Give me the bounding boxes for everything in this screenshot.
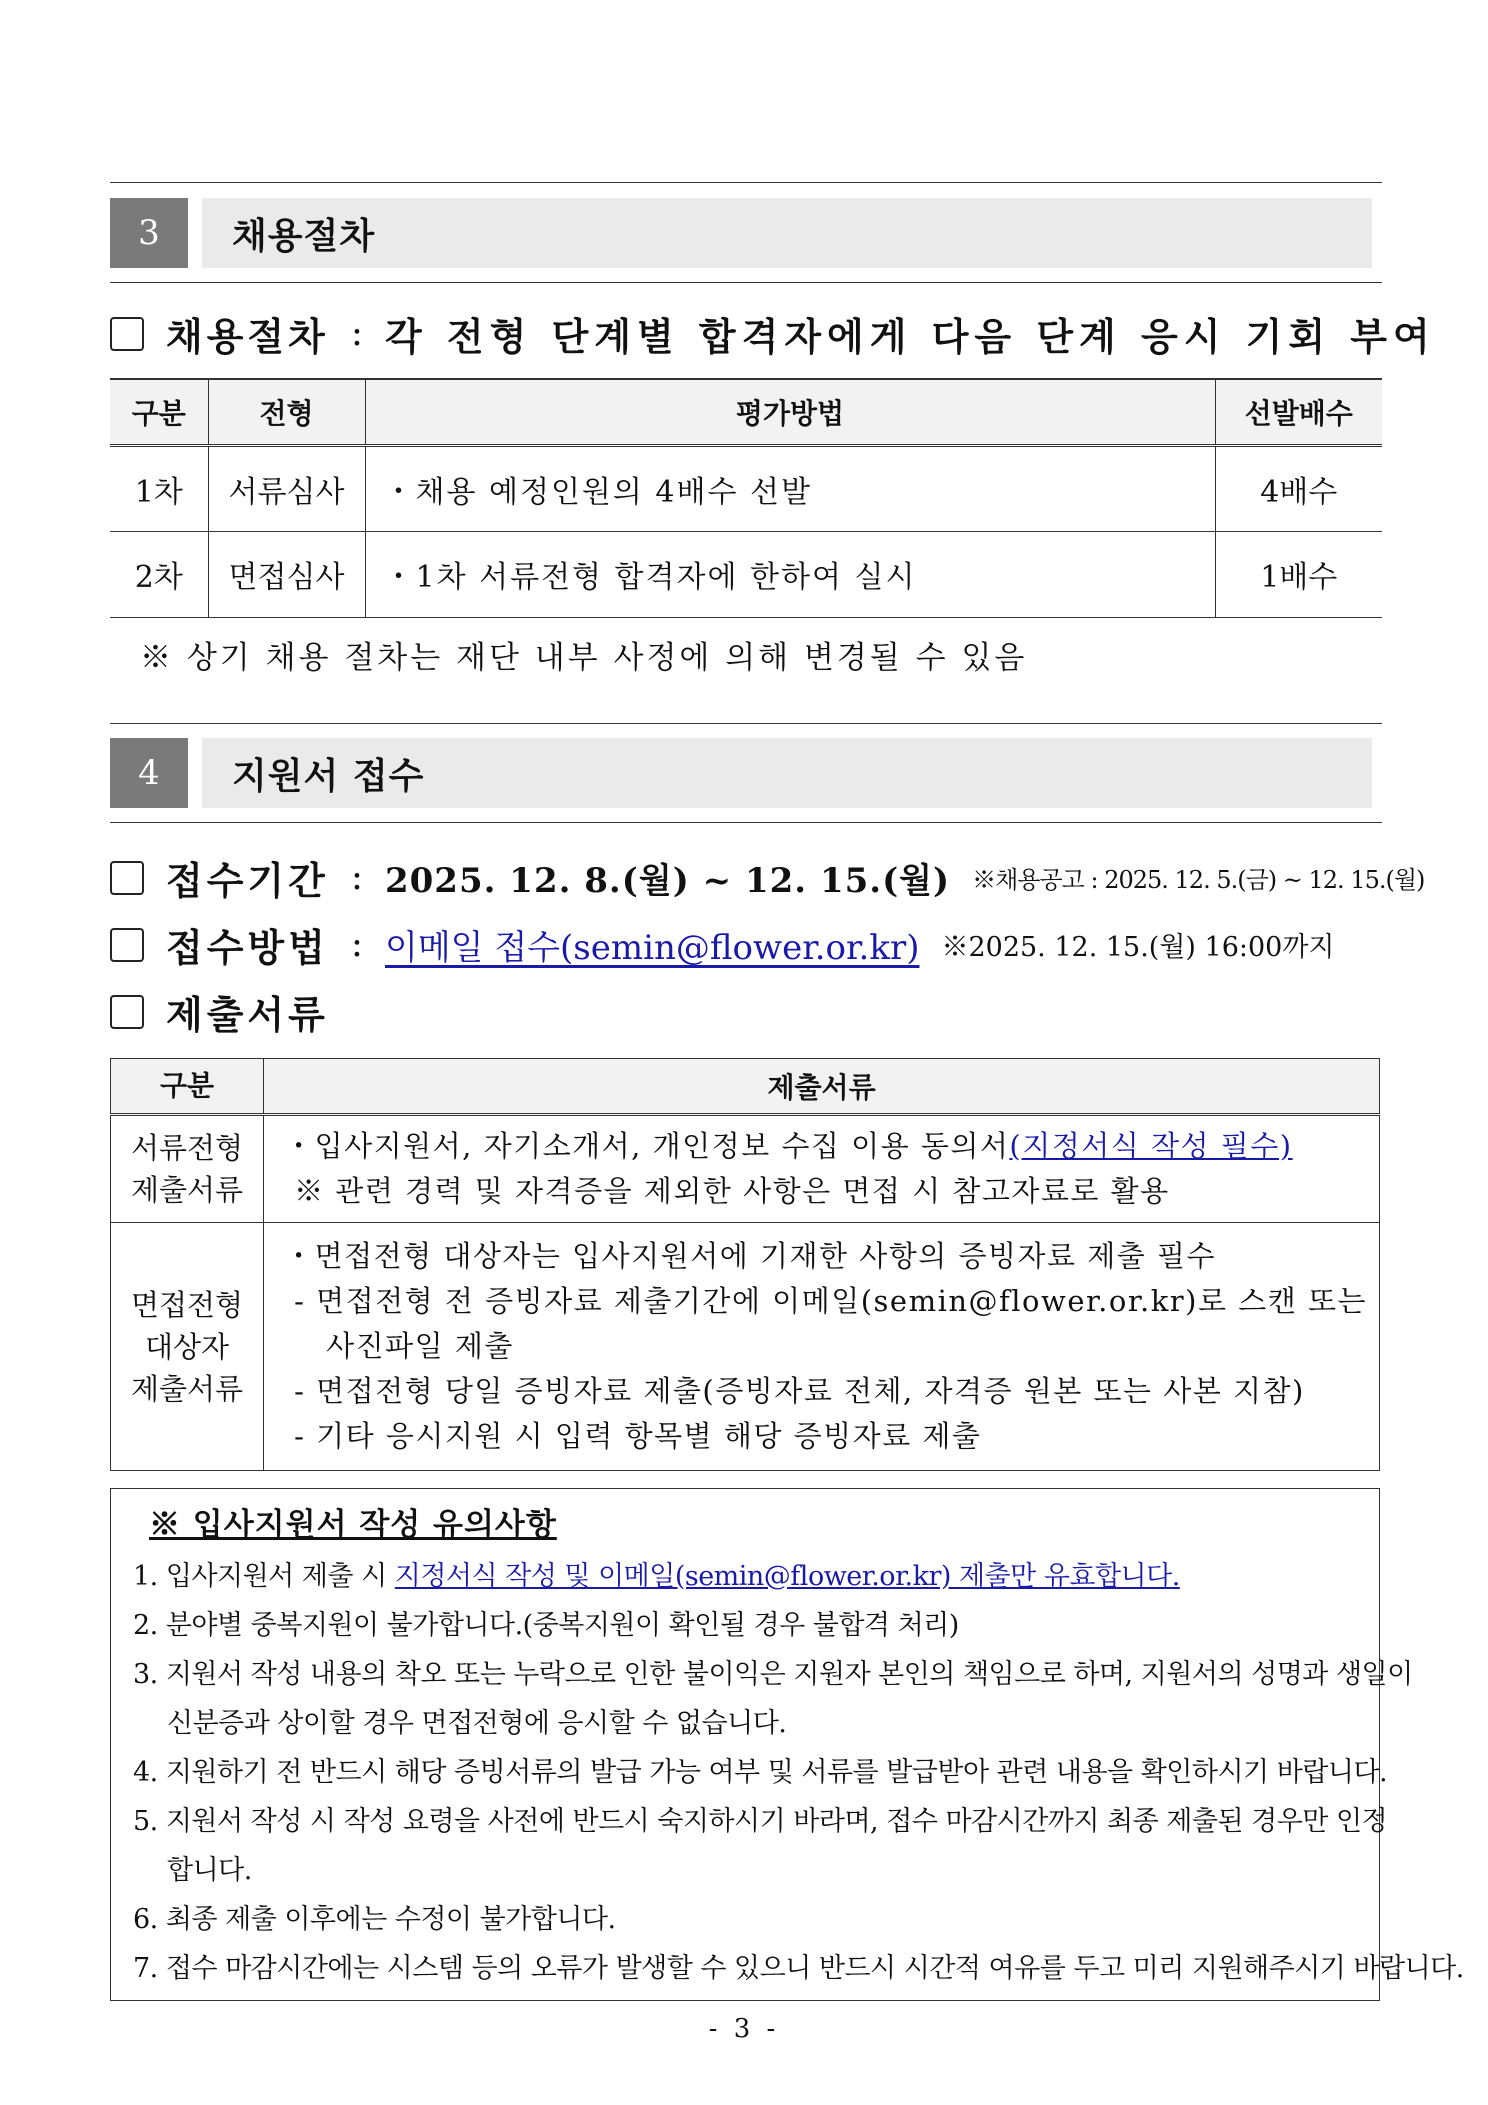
section3-number: 3: [110, 198, 188, 268]
notice-item-continuation: 신분증과 상이할 경우 면접전형에 응시할 수 없습니다.: [167, 1708, 787, 1739]
cell-multiple: 1배수: [1215, 531, 1382, 617]
procedure-table: [110, 378, 1382, 618]
section4-title: 지원서 접수: [202, 738, 1372, 808]
bullet-label: 채용절차: [166, 314, 329, 359]
doc-line-text: ・입사지원서, 자기소개서, 개인정보 수집 이용 동의서: [284, 1129, 1010, 1163]
section4-bottom-rule: [110, 822, 1382, 823]
doc-line: 사진파일 제출: [326, 1329, 514, 1363]
email-link[interactable]: 이메일 접수(semin@flower.or.kr): [384, 928, 920, 968]
cell-category: 면접전형 대상자 제출서류: [111, 1223, 264, 1471]
method-bullet: [110, 917, 1335, 972]
section4-top-rule: [110, 723, 1382, 724]
cell-type: 서류심사: [208, 445, 365, 531]
period-label: 접수기간: [166, 858, 329, 903]
cell-documents: [264, 1115, 1380, 1223]
bullet-separator: :: [350, 313, 363, 354]
notice-item: [133, 1650, 1413, 1748]
method-note: ※2025. 12. 15.(월) 16:00까지: [941, 932, 1335, 963]
notice-item: 7. 접수 마감시간에는 시스템 등의 오류가 발생할 수 있으니 반드시 시간적 여유를 두고 미리 지원해주시기 바랍니다.: [133, 1953, 1464, 1984]
notice-item: 2. 분야별 중복지원이 불가합니다.(중복지원이 확인될 경우 불합격 처리): [133, 1610, 959, 1641]
section3-title: 채용절차: [202, 198, 1372, 268]
section3-bullet: [110, 306, 1436, 361]
table-row: [111, 1223, 1380, 1471]
section3-top-rule: [110, 182, 1382, 183]
doc-line: - 기타 응시지원 시 입력 항목별 해당 증빙자료 제출: [294, 1419, 982, 1453]
method-label: 접수방법: [166, 925, 329, 970]
notice-item-text: 3. 지원서 작성 내용의 착오 또는 누락으로 인한 불이익은 지원자 본인의 책임으로 하며, 지원서의 성명과 생일이: [133, 1659, 1413, 1690]
period-bullet: [110, 850, 1424, 905]
notice-item: [133, 1552, 1357, 1601]
notice-item-text: 5. 지원서 작성 시 작성 요령을 사전에 반드시 숙지하시기 바라며, 접수 마감시간까지 최종 제출된 경우만 인정: [133, 1806, 1388, 1837]
doc-line: ※ 관련 경력 및 자격증을 제외한 사항은 면접 시 참고자료로 활용: [294, 1174, 1170, 1208]
bullet-text: 각 전형 단계별 합격자에게 다음 단계 응시 기회 부여: [384, 314, 1436, 359]
header-documents: 제출서류: [264, 1059, 1380, 1115]
procedure-note: ※ 상기 채용 절차는 재단 내부 사정에 의해 변경될 수 있음: [140, 640, 1028, 676]
documents-bullet: [110, 984, 329, 1039]
header-category: 구분: [111, 1059, 264, 1115]
table-row: [110, 531, 1382, 617]
cell-documents: [264, 1223, 1380, 1471]
checkbox-icon: [110, 995, 144, 1029]
doc-line-highlight: (지정서식 작성 필수): [1009, 1129, 1293, 1163]
notice-item: 6. 최종 제출 이후에는 수정이 불가합니다.: [133, 1904, 616, 1935]
header-type: 전형: [208, 379, 365, 445]
notice-item: 4. 지원하기 전 반드시 해당 증빙서류의 발급 가능 여부 및 서류를 발급받아 관련 내용을 확인하시기 바랍니다.: [133, 1757, 1388, 1788]
period-separator: :: [350, 857, 363, 898]
cell-type: 면접심사: [208, 531, 365, 617]
cell-category: 서류전형 제출서류: [111, 1115, 264, 1223]
section4-number: 4: [110, 738, 188, 808]
cell-multiple: 4배수: [1215, 445, 1382, 531]
section3-bottom-rule: [110, 282, 1382, 283]
cell-stage: 2차: [110, 531, 208, 617]
table-header-row: [110, 379, 1382, 445]
notice-item-continuation: 합니다.: [167, 1855, 252, 1886]
cell-method: ・1차 서류전형 합격자에 한하여 실시: [365, 531, 1215, 617]
documents-table: [110, 1058, 1380, 1471]
page-number: - 3 -: [708, 2014, 780, 2044]
period-value: 2025. 12. 8.(월) ~ 12. 15.(월): [384, 861, 951, 901]
table-row: [110, 445, 1382, 531]
cell-method: ・채용 예정인원의 4배수 선발: [365, 445, 1215, 531]
table-row: [111, 1115, 1380, 1223]
checkbox-icon: [110, 861, 144, 895]
doc-line: - 면접전형 전 증빙자료 제출기간에 이메일(semin@flower.or.kr)로 스캔 또는: [294, 1284, 1367, 1318]
checkbox-icon: [110, 317, 144, 351]
notice-item-highlight: 지정서식 작성 및 이메일(semin@flower.or.kr) 제출만 유효합니다.: [394, 1561, 1180, 1592]
checkbox-icon: [110, 928, 144, 962]
doc-line: ・면접전형 대상자는 입사지원서에 기재한 사항의 증빙자료 제출 필수: [284, 1239, 1217, 1273]
cell-stage: 1차: [110, 445, 208, 531]
doc-line: - 면접전형 당일 증빙자료 제출(증빙자료 전체, 자격증 원본 또는 사본 지참): [294, 1374, 1305, 1408]
header-method: 평가방법: [365, 379, 1215, 445]
doc-line: [284, 1124, 1367, 1169]
notice-item-text: 1. 입사지원서 제출 시: [133, 1561, 395, 1592]
header-multiple: 선발배수: [1215, 379, 1382, 445]
notice-box: [110, 1488, 1464, 2001]
period-note: ※채용공고 : 2025. 12. 5.(금) ~ 12. 15.(월): [972, 866, 1425, 894]
method-separator: :: [350, 924, 363, 965]
notice-title: ※ 입사지원서 작성 유의사항: [149, 1507, 557, 1543]
table-header-row: [111, 1059, 1380, 1115]
documents-label: 제출서류: [166, 992, 329, 1037]
notice-item: [133, 1797, 1388, 1895]
header-stage: 구분: [110, 379, 208, 445]
